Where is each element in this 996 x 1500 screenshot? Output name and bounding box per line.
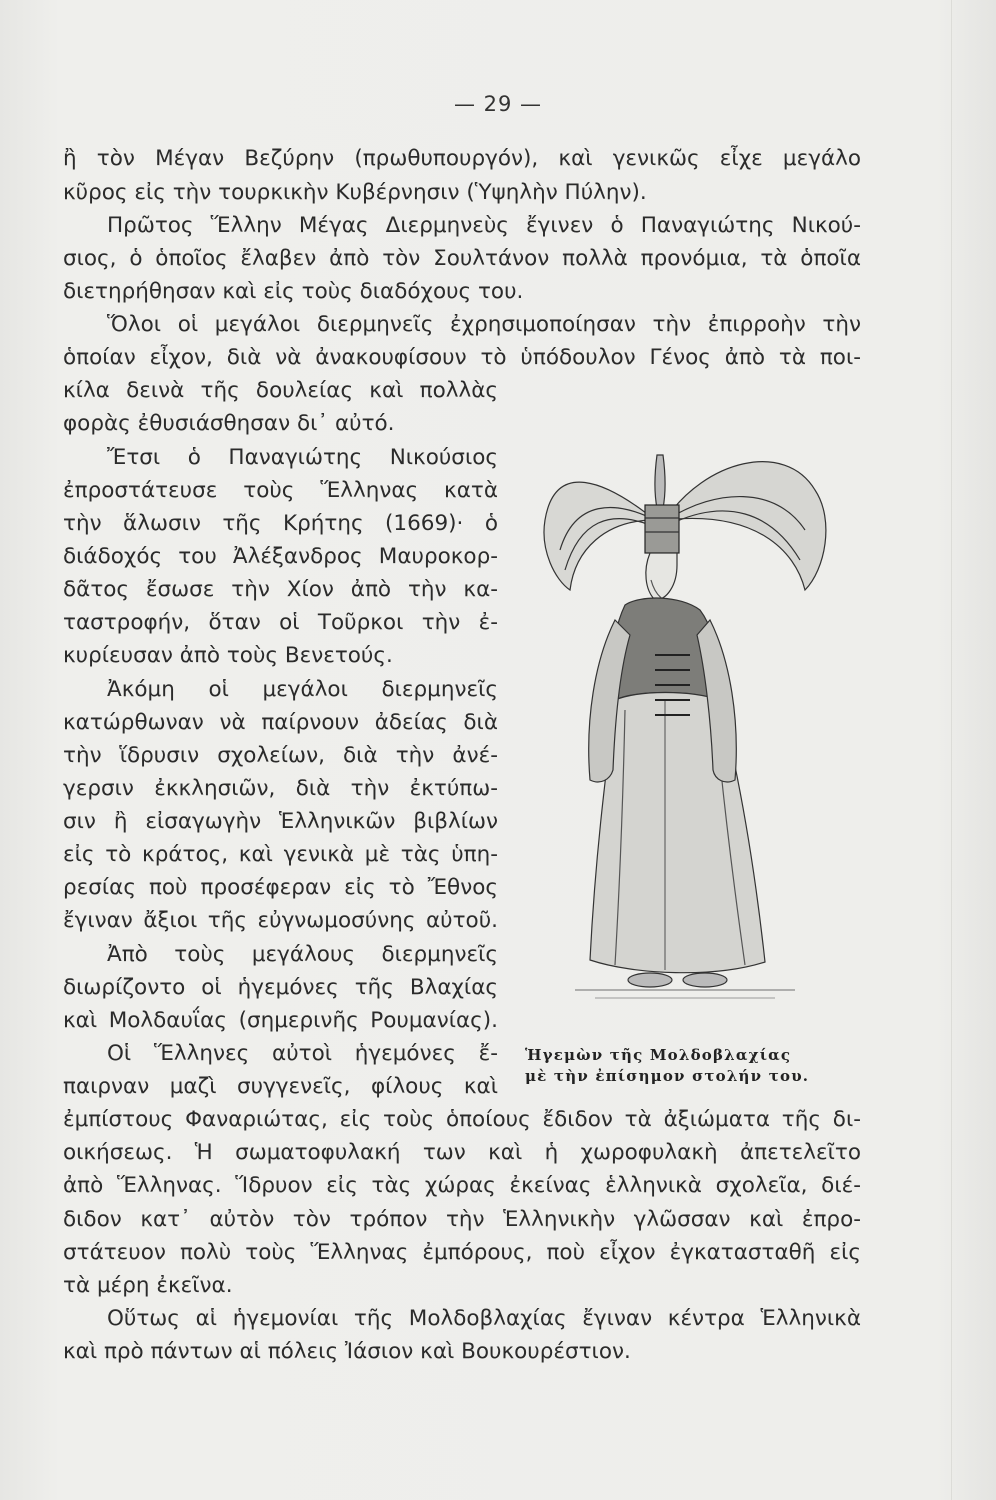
- text-line: Ἔτσι ὁ Παναγιώτης Νικούσιος: [107, 445, 498, 470]
- text-line: σιν ἢ εἰσαγωγὴν Ἑλληνικῶν βιβλίων: [63, 809, 498, 834]
- page-edge-shadow: [951, 0, 952, 1500]
- robe: [590, 693, 765, 973]
- text-line: κίλα δεινὰ τῆς δουλείας καὶ πολλὰς: [63, 378, 498, 403]
- text-line: εἰς τὸ κράτος, καὶ γενικὰ μὲ τὰς ὑπη-: [63, 842, 498, 867]
- hat: [645, 505, 679, 553]
- text-line: ἀπὸ Ἕλληνας. Ἵδρυον εἰς τὰς χώρας ἐκείνας ἑλληνικὰ σχολεῖα, διέ-: [63, 1173, 861, 1198]
- text-line: ἐπροστάτευσε τοὺς Ἕλληνας κατὰ: [63, 478, 498, 503]
- text-line: ἐμπίστους Φαναριώτας, εἰς τοὺς ὁποίους ἔδιδον τὰ ἀξιώματα τῆς δι-: [63, 1107, 861, 1132]
- text-line: φορὰς ἐθυσιάσθησαν δι᾽ αὐτό.: [63, 411, 395, 436]
- page-number: — 29 —: [453, 92, 543, 116]
- text-line: σιος, ὁ ὁποῖος ἔλαβεν ἀπὸ τὸν Σουλτάνον πολλὰ προνόμια, τὰ ὁποῖα: [63, 246, 861, 271]
- figure-caption-line1: Ἡγεμὼν τῆς Μολδοβλαχίας: [525, 1046, 792, 1064]
- text-line: διωρίζοντο οἱ ἡγεμόνες τῆς Βλαχίας: [63, 975, 498, 1000]
- figure-caption-line2: μὲ τὴν ἐπίσημον στολήν του.: [525, 1067, 810, 1085]
- text-line: ταστροφήν, ὅταν οἱ Τοῦρκοι τὴν ἐ-: [63, 610, 498, 635]
- text-line: ἔγιναν ἄξιοι τῆς εὐγνωμοσύνης αὐτοῦ.: [63, 908, 498, 933]
- face: [646, 553, 677, 600]
- text-line: κῦρος εἰς τὴν τουρκικὴν Κυβέρνησιν (Ὑψηλὴν Πύλην).: [63, 180, 647, 205]
- text-line: διδον κατ᾽ αὐτὸν τὸν τρόπον τὴν Ἑλληνικὴν γλῶσσαν καὶ ἐπρο-: [63, 1207, 861, 1232]
- text-line: τὰ μέρη ἐκεῖνα.: [63, 1273, 233, 1298]
- text-line: Ὅλοι οἱ μεγάλοι διερμηνεῖς ἐχρησιμοποίησαν τὴν ἐπιρροὴν τὴν: [107, 312, 861, 337]
- text-line: Οὕτως αἱ ἡγεμονίαι τῆς Μολδοβλαχίας ἔγιναν κέντρα Ἑλληνικὰ: [107, 1306, 861, 1331]
- text-line: Οἱ Ἕλληνες αὐτοὶ ἡγεμόνες ἔ-: [107, 1041, 498, 1066]
- text-line: ὁποίαν εἶχον, διὰ νὰ ἀνακουφίσουν τὸ ὑπόδουλον Γένος ἀπὸ τὰ ποι-: [63, 345, 861, 370]
- text-line: γερσιν ἐκκλησιῶν, διὰ τὴν ἐκτύπω-: [63, 776, 498, 801]
- text-line: κυρίευσαν ἀπὸ τοὺς Βενετούς.: [63, 643, 393, 668]
- text-line: στάτευον πολὺ τοὺς Ἕλληνας ἐμπόρους, ποὺ εἶχον ἐγκατασταθῆ εἰς: [63, 1240, 861, 1265]
- text-line: Πρῶτος Ἕλλην Μέγας Διερμηνεὺς ἔγινεν ὁ Παναγιώτης Νικού-: [107, 213, 861, 238]
- text-line: καὶ πρὸ πάντων αἱ πόλεις Ἰάσιον καὶ Βουκουρέστιον.: [63, 1339, 631, 1364]
- text-line: κατώρθωναν νὰ παίρνουν ἀδείας διὰ: [63, 710, 498, 735]
- text-line: διετηρήθησαν καὶ εἰς τοὺς διαδόχους του.: [63, 279, 524, 304]
- text-line: δᾶτος ἔσωσε τὴν Χίον ἀπὸ τὴν κα-: [63, 577, 498, 602]
- plume-left: [544, 482, 655, 590]
- text-line: οικήσεως. Ἡ σωματοφυλακή των καὶ ἡ χωροφυλακὴ ἀπετελεῖτο: [63, 1140, 861, 1165]
- text-line: Ἀκόμη οἱ μεγάλοι διερμηνεῖς: [107, 677, 498, 702]
- text-line: παιρναν μαζὶ συγγενεῖς, φίλους καὶ: [63, 1074, 498, 1099]
- text-line: ρεσίας ποὺ προσέφεραν εἰς τὸ Ἔθνος: [63, 875, 498, 900]
- text-line: καὶ Μολδαυΐας (σημερινῆς Ρουμανίας).: [63, 1008, 498, 1033]
- text-line: ἢ τὸν Μέγαν Βεζύρην (πρωθυπουργόν), καὶ γενικῶς εἶχε μεγάλο: [63, 146, 861, 171]
- hospodar-engraving: [515, 400, 865, 1020]
- text-line: Ἀπὸ τοὺς μεγάλους διερμηνεῖς: [107, 942, 498, 967]
- text-line: τὴν ἅλωσιν τῆς Κρήτης (1669)· ὁ: [63, 511, 498, 536]
- text-line: διάδοχός του Ἀλέξανδρος Μαυροκορ-: [63, 544, 498, 569]
- text-line: τὴν ἵδρυσιν σχολείων, διὰ τὴν ἀνέ-: [63, 743, 498, 768]
